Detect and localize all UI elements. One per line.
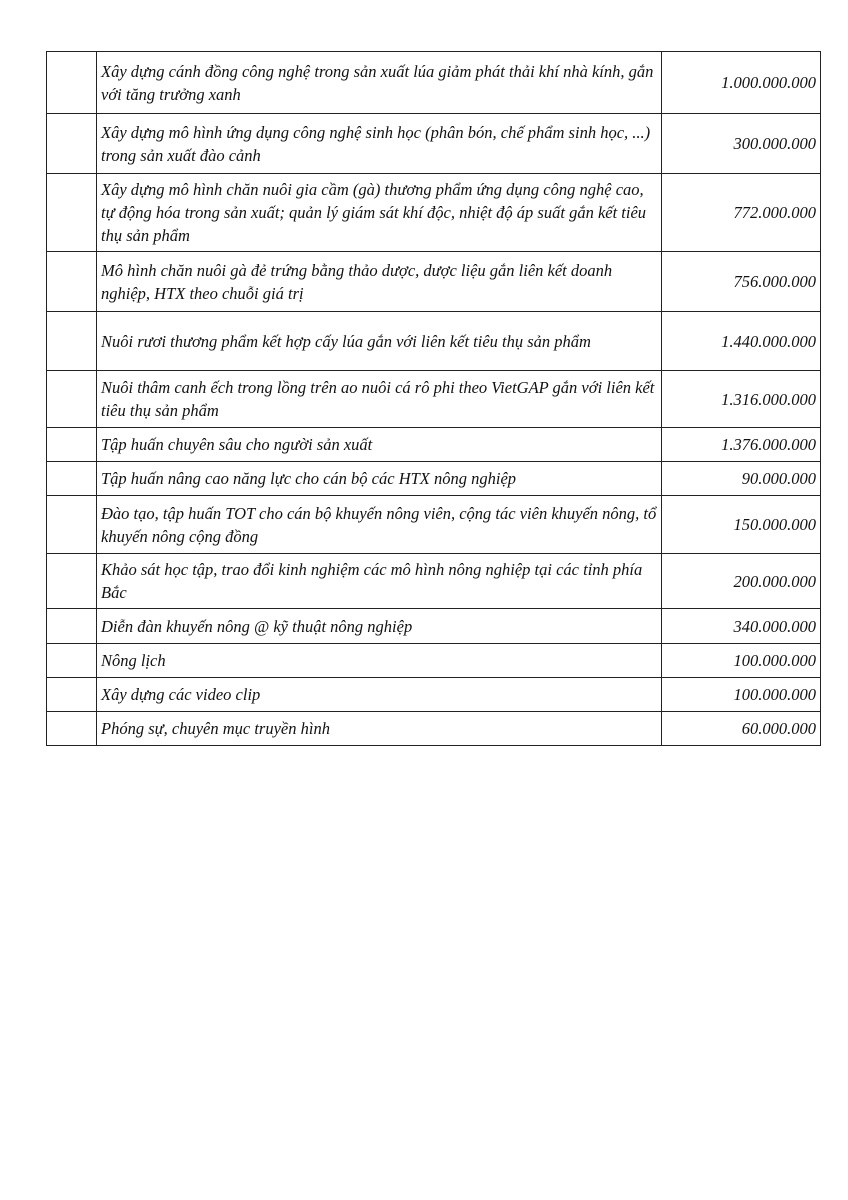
row-amount-cell: 200.000.000 [662,554,821,609]
table-row [47,312,821,371]
row-amount-cell: 772.000.000 [662,174,821,252]
row-number-cell [47,554,97,609]
budget-table [46,51,821,746]
row-amount-cell: 100.000.000 [662,678,821,712]
row-amount-cell: 150.000.000 [662,496,821,554]
row-number-cell [47,609,97,644]
row-content-cell: Mô hình chăn nuôi gà đẻ trứng bằng thảo dược, dược liệu gắn liên kết doanh nghiệp, HTX theo chuỗi giá trị [97,252,662,312]
table-row [47,496,821,554]
row-content-cell: Xây dựng mô hình chăn nuôi gia cầm (gà) thương phẩm ứng dụng công nghệ cao, tự động hóa trong sản xuất; quản lý giám sát khí độc, nhiệt độ áp suất gắn kết tiêu thụ sản phẩm [97,174,662,252]
row-content-cell: Khảo sát học tập, trao đổi kinh nghiệm các mô hình nông nghiệp tại các tỉnh phía Bắc [97,554,662,609]
row-number-cell [47,678,97,712]
row-content-cell: Xây dựng các video clip [97,678,662,712]
row-content-cell: Đào tạo, tập huấn TOT cho cán bộ khuyến nông viên, cộng tác viên khuyến nông, tổ khuyến nông cộng đồng [97,496,662,554]
row-number-cell [47,52,97,114]
row-amount-cell: 90.000.000 [662,462,821,496]
row-content-cell: Nuôi rươi thương phẩm kết hợp cấy lúa gắn với liên kết tiêu thụ sản phẩm [97,312,662,371]
row-amount-cell: 1.440.000.000 [662,312,821,371]
table-row [47,428,821,462]
row-number-cell [47,114,97,174]
row-number-cell [47,462,97,496]
row-number-cell [47,428,97,462]
row-number-cell [47,252,97,312]
table-row [47,644,821,678]
row-content-cell: Tập huấn nâng cao năng lực cho cán bộ các HTX nông nghiệp [97,462,662,496]
row-amount-cell: 1.000.000.000 [662,52,821,114]
row-content-cell: Nông lịch [97,644,662,678]
row-content-cell: Phóng sự, chuyên mục truyền hình [97,712,662,746]
row-amount-cell: 1.376.000.000 [662,428,821,462]
table-row [47,174,821,252]
row-number-cell [47,712,97,746]
budget-table-body [47,52,821,746]
table-row [47,678,821,712]
row-content-cell: Xây dựng mô hình ứng dụng công nghệ sinh học (phân bón, chế phẩm sinh học, ...) trong sản xuất đào cảnh [97,114,662,174]
row-number-cell [47,371,97,428]
table-row [47,609,821,644]
table-row [47,371,821,428]
table-row [47,712,821,746]
row-number-cell [47,174,97,252]
table-row [47,52,821,114]
row-content-cell: Xây dựng cánh đồng công nghệ trong sản xuất lúa giảm phát thải khí nhà kính, gắn với tăng trưởng xanh [97,52,662,114]
row-content-cell: Diễn đàn khuyến nông @ kỹ thuật nông nghiệp [97,609,662,644]
row-content-cell: Nuôi thâm canh ếch trong lồng trên ao nuôi cá rô phi theo VietGAP gắn với liên kết tiêu thụ sản phẩm [97,371,662,428]
row-amount-cell: 60.000.000 [662,712,821,746]
row-amount-cell: 756.000.000 [662,252,821,312]
row-number-cell [47,644,97,678]
row-amount-cell: 300.000.000 [662,114,821,174]
row-amount-cell: 1.316.000.000 [662,371,821,428]
row-number-cell [47,496,97,554]
table-row [47,114,821,174]
row-content-cell: Tập huấn chuyên sâu cho người sản xuất [97,428,662,462]
table-row [47,554,821,609]
row-number-cell [47,312,97,371]
row-amount-cell: 340.000.000 [662,609,821,644]
table-row [47,462,821,496]
row-amount-cell: 100.000.000 [662,644,821,678]
table-row [47,252,821,312]
